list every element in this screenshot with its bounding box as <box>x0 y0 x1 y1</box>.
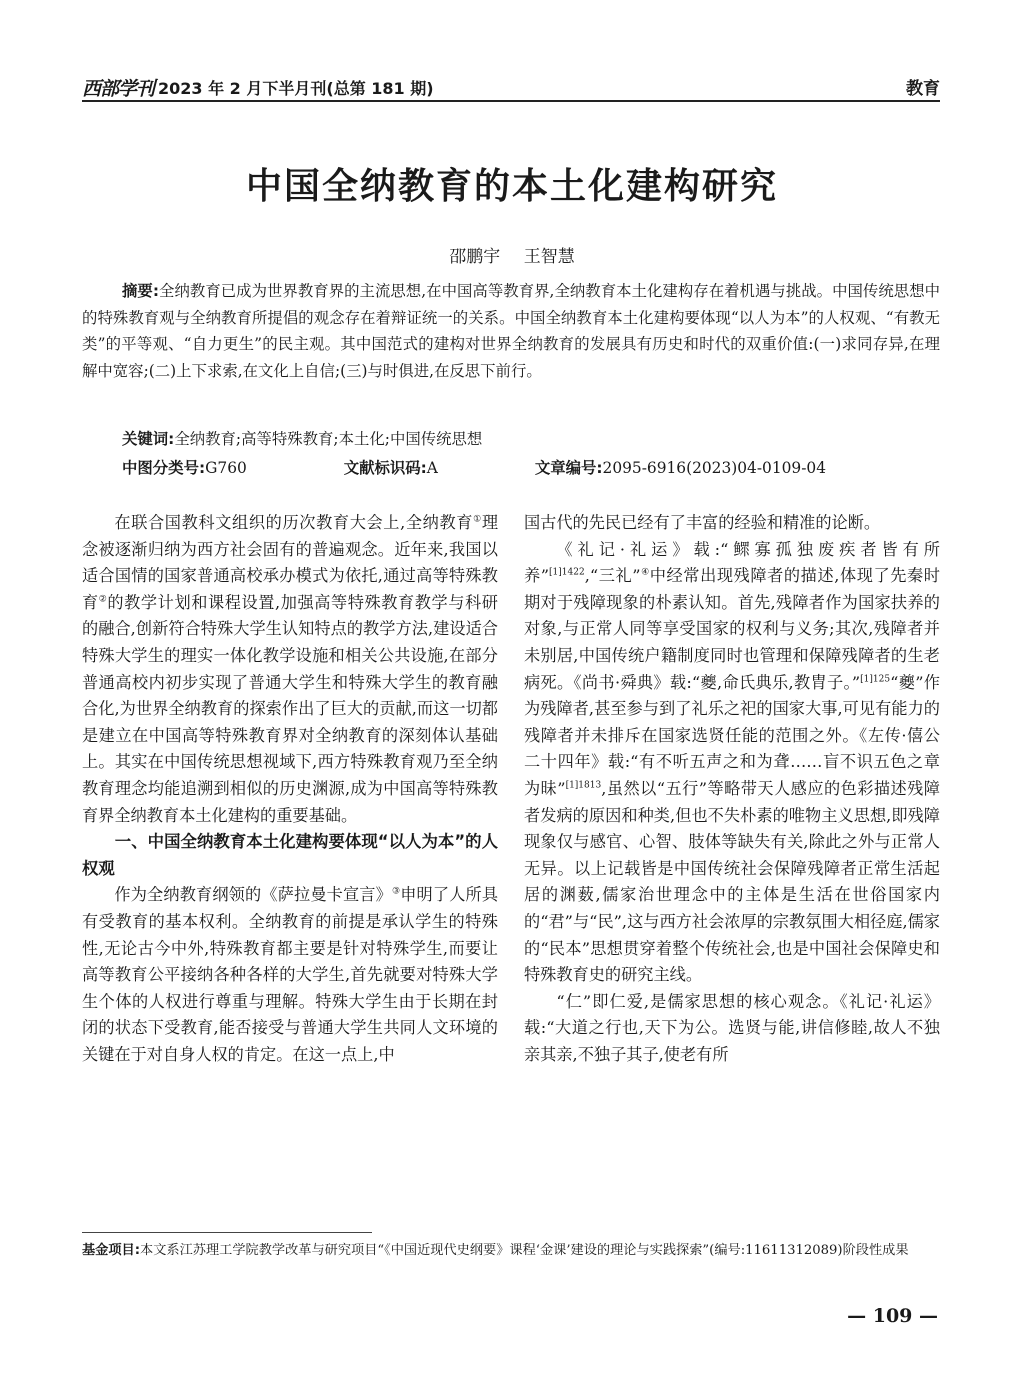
clc-label: 中图分类号: <box>122 459 206 477</box>
header-divider <box>82 100 940 102</box>
text-run: ,“三礼” <box>584 566 641 586</box>
citation-marker: [1]1422 <box>549 567 585 578</box>
funding-note <box>82 1239 940 1263</box>
abstract-label: 摘要: <box>122 282 160 300</box>
text-run: 作为全纳教育纲领的《萨拉曼卡宣言》 <box>114 885 392 905</box>
abstract-text: 全纳教育已成为世界教育界的主流思想,在中国高等教育界,全纳教育本土化建构存在着机遇与挑战。中国传统思想中的特殊教育观与全纳教育所提倡的观念存在着辩证统一的关系。中国全纳教育本土化建构要体现“以人为本”的人权观、“有教无类”的平等观、“自力更生”的民主观。其中国范式的建构对世界全纳教育的发展具有历史和时代的双重价值:(一)求同存异,在理解中宽容;(二)上下求索,在文化上自信;(三)与时俱进,在反思下前行。 <box>82 282 941 380</box>
article-no-value: 2095-6916(2023)04-0109-04 <box>602 459 826 477</box>
clc-value: G760 <box>205 459 247 477</box>
footnote-marker: ① <box>473 514 482 525</box>
funding-label: 基金项目: <box>82 1243 141 1258</box>
keywords-label: 关键词: <box>122 430 175 448</box>
text-run: 申明了人所具有受教育的基本权利。全纳教育的前提是承认学生的特殊性,无论古今中外,特殊教育都主要是针对特殊学生,而要让高等教育公平接纳各种各样的大学生,首先就要对特殊大学生个体的人权进行尊重与理解。特殊大学生由于长期在封闭的状态下受教育,能否接受与普通大学生共同人文环境的关键在于对自身人权的肯定。在这一点上,中 <box>82 885 499 1064</box>
footnote-marker: ② <box>98 594 108 605</box>
article-no-field <box>535 459 872 477</box>
clc-field <box>122 459 293 477</box>
article-no-label: 文章编号: <box>534 459 603 477</box>
text-run: 《礼记·礼运》载:“鳏寡孤独废疾者皆有所养” <box>524 539 940 586</box>
doc-code-field <box>344 459 484 477</box>
running-header <box>82 74 940 98</box>
abstract <box>82 278 940 384</box>
footnote-marker: ③ <box>391 886 401 897</box>
text-run: 的教学计划和课程设置,加强高等特殊教育教学与科研的融合,创新符合特殊大学生认知特点的教学方法,建设适合特殊大学生的理实一体化教学设施和相关公共设施,在部分普通高校内初步实现了普通大学生和特殊大学生的教育融合化,为世界全纳教育的探索作出了巨大的贡献,而这一切都是建立在中国高等特殊教育界对全纳教育的深刻体认基础上。其实在中国传统思想视域下,西方特殊教育观乃至全纳教育理念均能追溯到相似的历史渊源,成为中国高等特殊教育界全纳教育本土化建构的重要基础。 <box>82 592 498 825</box>
footnote-marker: ④ <box>640 567 650 578</box>
text-run: 理念被逐渐归纳为西方社会固有的普遍观念。近年来,我国以适合国情的国家普通高校承办模式为依托,通过高等特殊教育 <box>82 513 498 612</box>
journal-logo: 西部学刊 <box>82 78 155 100</box>
page-number: — 109 — <box>847 1305 938 1327</box>
keywords-line <box>122 427 482 449</box>
section-label: 教育 <box>906 79 940 99</box>
text-run: 中经常出现残障者的描述,体现了先秦时期对于残障现象的朴素认知。首先,残障者作为国家扶养的对象,与正常人同等享受国家的权利与义务;其次,残障者并未别居,中国传统户籍制度同时也管理和保障残障者的生老病死。《尚书·舜典》载:“夔,命氏典乐,教胄子。” <box>524 566 940 692</box>
text-run: “夔”作为残障者,甚至参与到了礼乐之祀的国家大事,可见有能力的残障者并未排斥在国家选贤任能的范围之外。《左传·僖公二十四年》载:“有不听五声之和为聋……盲不识五色之章为昧” <box>524 672 940 798</box>
paragraph <box>82 882 498 1068</box>
article-title: 中国全纳教育的本土化建构研究 <box>245 166 778 207</box>
paragraph <box>82 510 498 829</box>
body-column-right <box>524 510 940 1068</box>
authors: 邵鹏宇 王智慧 <box>449 247 575 267</box>
doc-code-label: 文献标识码: <box>343 459 427 477</box>
section-heading: 一、中国全纳教育本土化建构要体现“以人为本”的人权观 <box>82 832 498 878</box>
footnote-divider <box>82 1232 372 1233</box>
citation-marker: [1]125 <box>860 674 891 685</box>
body-column-left <box>82 510 498 1068</box>
classification-line <box>122 456 918 478</box>
paragraph-continued: 国古代的先民已经有了丰富的经验和精准的论断。 <box>524 513 881 532</box>
citation-marker: [1]1813 <box>565 780 602 791</box>
paragraph: “仁”即仁爱,是儒家思想的核心观念。《礼记·礼运》载:“大道之行也,天下为公。选贤与能,讲信修睦,故人不独亲其亲,不独子其子,使老有所 <box>524 991 940 1064</box>
keywords: 全纳教育;高等特殊教育;本土化;中国传统思想 <box>174 430 483 448</box>
paragraph <box>524 537 940 989</box>
doc-code-value: A <box>426 459 438 477</box>
funding-text: 本文系江苏理工学院教学改革与研究项目“《中国近现代史纲要》课程‘金课’建设的理论与实践探索”(编号:11611312089)阶段性成果 <box>140 1243 909 1258</box>
text-run: 在联合国教科文组织的历次教育大会上,全纳教育 <box>114 513 474 532</box>
text-run: ,虽然以“五行”等略带天人感应的色彩描述残障者发病的原因和种类,但也不失朴素的唯物主义思想,即残障现象仅与感官、心智、肢体等缺失有关,除此之外与正常人无异。以上记载皆是中国传统社会保障残障者正常生活起居的渊薮,儒家治世理念中的主体是生活在世俗国家内的“君”与“民”,这与西方社会浓厚的宗教氛围大相径庭,儒家的“民本”思想贯穿着整个传统社会,也是中国社会保障史和特殊教育史的研究主线。 <box>524 778 940 985</box>
issue-info: 2023 年 2 月下半月刊(总第 181 期) <box>158 79 434 98</box>
